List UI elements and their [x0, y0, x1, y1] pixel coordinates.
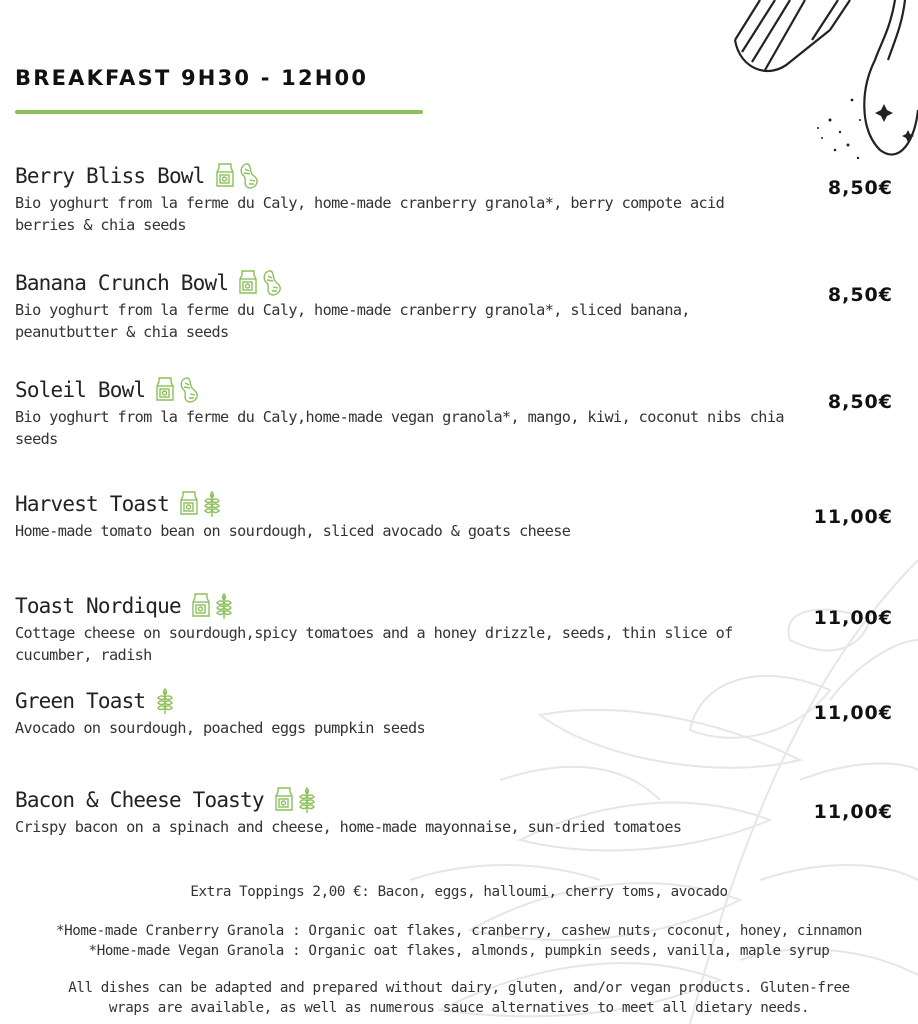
item-description: Avocado on sourdough, poached eggs pumpkin seeds	[15, 719, 426, 737]
peanut-icon	[178, 376, 200, 404]
item-price: 11,00€	[813, 607, 893, 629]
item-description: Crispy bacon on a spinach and cheese, home-made mayonnaise, sun-dried tomatoes	[15, 818, 682, 836]
peanut-icon	[261, 269, 283, 297]
item-description: Bio yoghurt from la ferme du Caly, home-made cranberry granola*, sliced banana, peanutbutter & chia seeds	[15, 301, 690, 341]
milk-carton-icon	[215, 162, 235, 188]
wheat-icon	[214, 592, 234, 620]
dietary-note-line-1: All dishes can be adapted and prepared without dairy, gluten, and/or vegan products. Gluten-free	[68, 980, 850, 996]
vegan-granola-note: *Home-made Vegan Granola : Organic oat flakes, almonds, pumpkin seeds, vanilla, maple syrup	[88, 943, 830, 959]
wheat-icon	[202, 490, 222, 518]
item-price: 8,50€	[827, 177, 893, 199]
menu-item-green-toast	[15, 687, 905, 739]
milk-carton-icon	[179, 490, 199, 516]
item-name: Toast Nordique	[15, 594, 181, 618]
item-name: Green Toast	[15, 689, 146, 713]
menu-item-bacon-cheese-toasty	[15, 786, 905, 838]
milk-carton-icon	[238, 269, 258, 295]
item-price: 11,00€	[813, 801, 893, 823]
item-price: 8,50€	[827, 391, 893, 413]
item-price: 8,50€	[827, 284, 893, 306]
menu-item-harvest-toast	[15, 490, 905, 542]
item-price: 11,00€	[813, 702, 893, 724]
wheat-icon	[297, 786, 317, 814]
cranberry-granola-note: *Home-made Cranberry Granola : Organic oat flakes, cranberry, cashew nuts, coconut, honey, cinnamon	[55, 923, 863, 939]
menu-item-banana-crunch-bowl	[15, 269, 905, 343]
milk-carton-icon	[191, 592, 211, 618]
milk-carton-icon	[274, 786, 294, 812]
menu-heading: BREAKFAST 9H30 - 12H00	[15, 66, 369, 90]
item-price: 11,00€	[813, 506, 893, 528]
peanut-icon	[238, 162, 260, 190]
item-description: Bio yoghurt from la ferme du Caly, home-made cranberry granola*, berry compote acid berries & chia seeds	[15, 194, 725, 234]
item-description: Cottage cheese on sourdough,spicy tomatoes and a honey drizzle, seeds, thin slice of cucumber, radish	[15, 624, 733, 664]
item-description: Home-made tomato bean on sourdough, sliced avocado & goats cheese	[15, 522, 571, 540]
item-name: Banana Crunch Bowl	[15, 271, 229, 295]
wheat-icon	[155, 687, 175, 715]
item-name: Soleil Bowl	[15, 378, 146, 402]
menu-item-soleil-bowl	[15, 376, 905, 450]
item-description: Bio yoghurt from la ferme du Caly,home-made vegan granola*, mango, kiwi, coconut nibs chia seeds	[15, 408, 784, 448]
menu-item-berry-bliss-bowl	[15, 162, 905, 236]
milk-carton-icon	[155, 376, 175, 402]
item-name: Harvest Toast	[15, 492, 169, 516]
heading-underline	[15, 110, 423, 114]
item-name: Bacon & Cheese Toasty	[15, 788, 264, 812]
extra-toppings-note: Extra Toppings 2,00 €: Bacon, eggs, halloumi, cherry toms, avocado	[190, 884, 728, 900]
menu-item-toast-nordique	[15, 592, 905, 666]
item-name: Berry Bliss Bowl	[15, 164, 205, 188]
dietary-note-line-2: wraps are available, as well as numerous sauce alternatives to meet all dietary needs.	[108, 1000, 810, 1016]
